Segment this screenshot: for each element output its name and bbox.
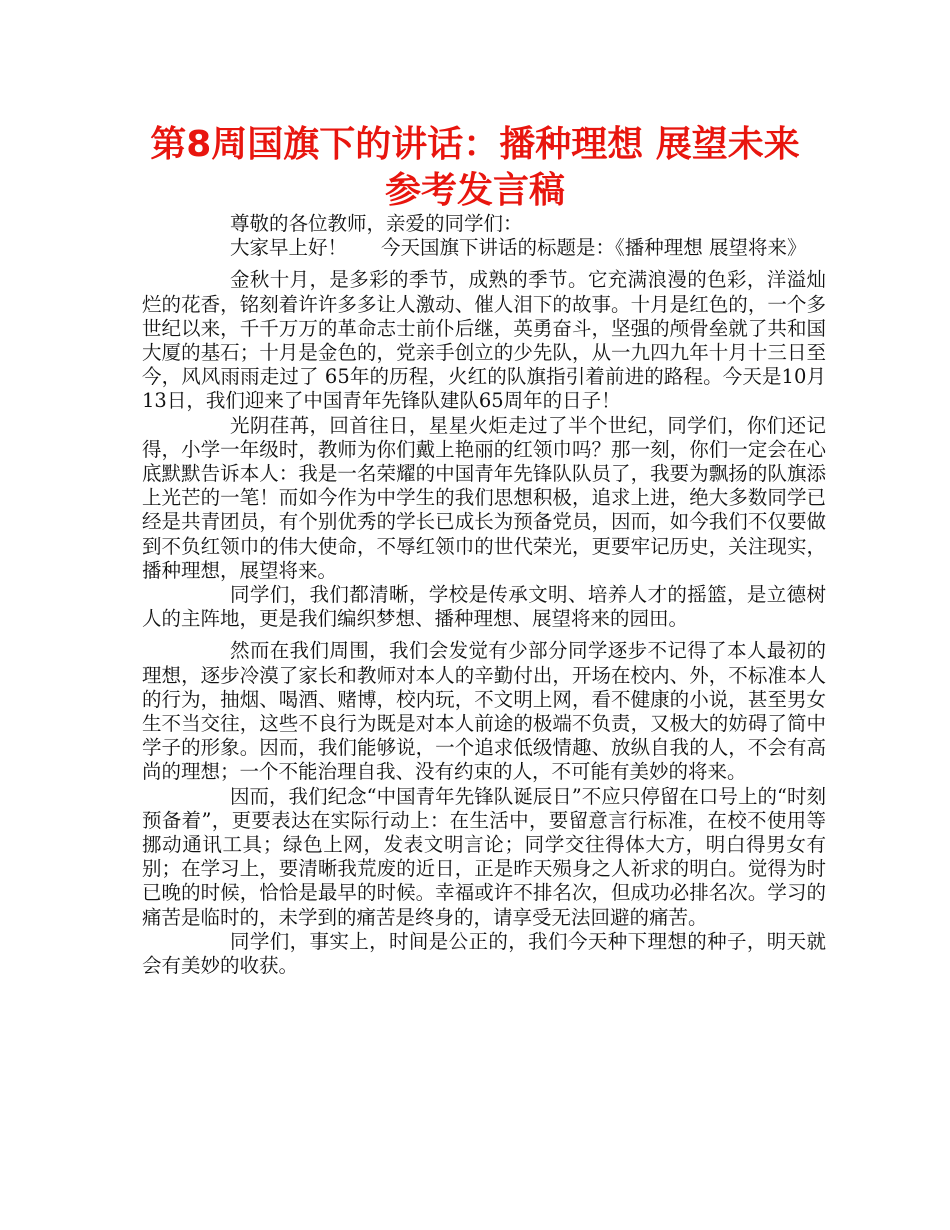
greeting: 大家早上好！ bbox=[230, 236, 348, 260]
document-title-line-2: 参考发言稿 bbox=[384, 170, 565, 211]
paragraph: 同学们，我们都清晰，学校是传承文明、培养人才的摇篮，是立德树人的主阵地，更是我们编织梦想、播种理想、展望将来的园田。 bbox=[142, 583, 826, 631]
paragraph: 然而在我们周围，我们会发觉有少部分同学逐步不记得了本人最初的理想，逐步冷漠了家长和教师对本人的辛勤付出，开场在校内、外，不标准本人的行为，抽烟、喝酒、赌博，校内玩，不文明上网，看不健康的小说，甚至男女生不当交往，这些不良行为既是对本人前途的极端不负责，又极大的妨碍了简中学子的形象。因而，我们能够说，一个追求低级情趣、放纵自我的人，不会有高尚的理想；一个不能治理自我、没有约束的人，不可能有美妙的将来。 bbox=[142, 639, 826, 784]
document-body bbox=[142, 212, 826, 978]
opening-line bbox=[142, 236, 826, 260]
document-title-line-1: 第8周国旗下的讲话：播种理想 展望未来 bbox=[150, 124, 800, 165]
speech-title-announcement: 今天国旗下讲话的标题是：《播种理想 展望将来》 bbox=[381, 236, 807, 260]
paragraph: 同学们，事实上，时间是公正的，我们今天种下理想的种子，明天就会有美妙的收获。 bbox=[142, 929, 826, 978]
paragraph: 光阴荏苒，回首往日，星星火炬走过了半个世纪，同学们，你们还记得，小学一年级时，教师为你们戴上艳丽的红领巾吗？那一刻，你们一定会在心底默默告诉本人：我是一名荣耀的中国青年先锋队队员了，我要为飘扬的队旗添上光芒的一笔！而如今作为中学生的我们思想积极，追求上进，绝大多数同学已经是共青团员，有个别优秀的学长已成长为预备党员，因而，如今我们不仅要做到不负红领巾的伟大使命，不辱红领巾的世代荣光，更要牢记历史，关注现实，播种理想，展望将来。 bbox=[142, 413, 826, 582]
paragraph: 因而，我们纪念“中国青年先锋队诞辰日”不应只停留在口号上的“时刻预备着”，更要表达在实际行动上：在生活中，要留意言行标准，在校不使用等挪动通讯工具；绿色上网，发表文明言论；同学交往得体大方，明白得男女有别；在学习上，要清晰我荒废的近日，正是昨天殒身之人祈求的明白。觉得为时已晚的时候，恰恰是最早的时候。幸福或许不排名次，但成功必排名次。学习的痛苦是临时的，未学到的痛苦是终身的，请享受无法回避的痛苦。 bbox=[142, 784, 826, 929]
paragraph: 金秋十月，是多彩的季节，成熟的季节。它充满浪漫的色彩，洋溢灿烂的花香，铭刻着许许多多让人激动、催人泪下的故事。十月是红色的，一个多世纪以来，千千万万的革命志士前仆后继，英勇奋斗，坚强的颅骨垒就了共和国大厦的基石；十月是金色的，党亲手创立的少先队，从一九四九年十月十三日至今，风风雨雨走过了 65年的历程，火红的队旗指引着前进的路程。今天是10月13日，我们迎来了中国青年先锋队建队65周年的日子！ bbox=[142, 268, 826, 413]
salutation: 尊敬的各位教师，亲爱的同学们： bbox=[230, 212, 523, 235]
